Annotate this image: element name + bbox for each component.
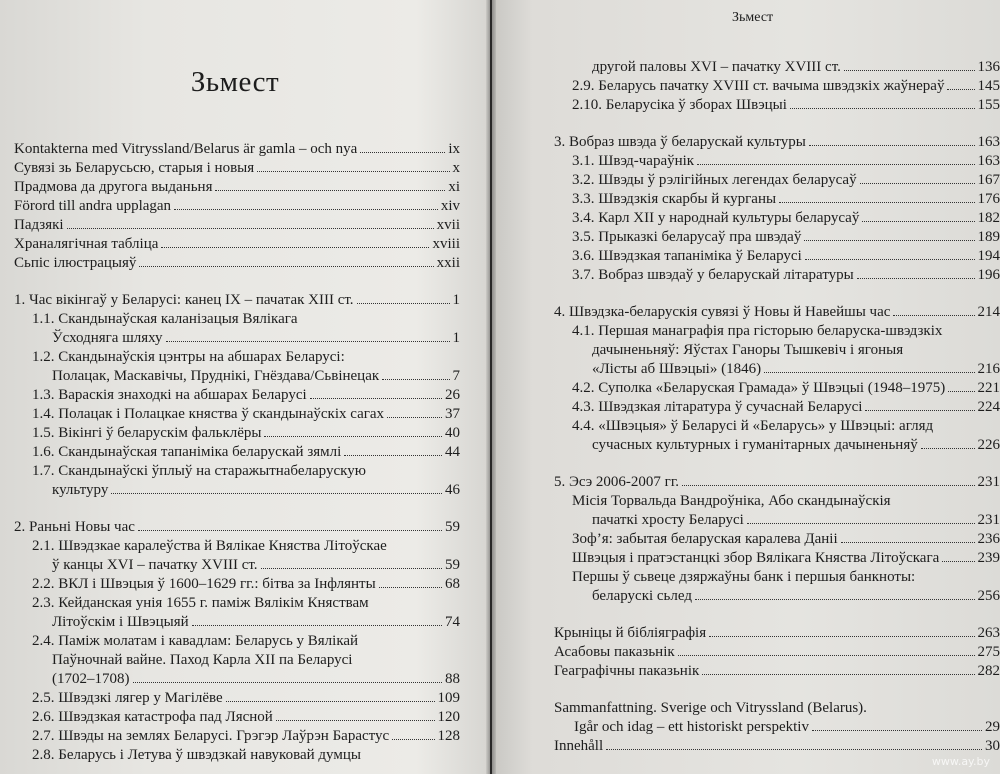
- toc-entry: 3.1. Швэд-чараўнік 163: [572, 153, 1000, 169]
- toc-entry: 1.1. Скандынаўская каланізацыя Вялікага Ўсходняга шляху 1: [32, 311, 460, 346]
- toc-entry: 4.3. Швэдзкая літаратура ў сучаснай Беларусі 224: [572, 399, 1000, 415]
- right-page: [492, 0, 1000, 774]
- toc-entry: 2.3. Кейданская унія 1655 г. паміж Вялікім Княствам Літоўскім і Швэцыяй 74: [32, 595, 460, 630]
- toc-entry: Крыніцы й бібліяграфія 263: [554, 625, 1000, 641]
- toc-entry: 2.1. Швэдзкае каралеўства й Вялікае Княства Літоўскае ў канцы XVI – пачатку XVIII ст. 59: [32, 538, 460, 573]
- toc-chapter: 3. Вобраз швэда ў беларускай культуры 163: [554, 134, 1000, 150]
- toc-entry: 3.3. Швэдзкія скарбы й курганы 176: [572, 191, 1000, 207]
- toc-entry: 3.5. Прыказкі беларусаў пра швэдаў 189: [572, 229, 1000, 245]
- toc-chapter: 4. Швэдзка-беларускія сувязі ў Новы й Навейшы час 214: [554, 304, 1000, 320]
- toc-entry: 2.4. Паміж молатам і кавадлам: Беларусь у Вялікай Паўночнай вайне. Паход Карла XII па Беларусі (1702–1708) 88: [32, 633, 460, 687]
- toc-entry: Храналягічная табліца xviii: [14, 236, 460, 252]
- left-page: [0, 0, 490, 774]
- toc-entry: Förord till andra upplagan xiv: [14, 198, 460, 214]
- toc-entry: Першы ў сьвеце дзяржаўны банк і першыя банкноты: беларускі сьлед 256: [572, 569, 1000, 604]
- toc-entry: 2.8. Беларусь і Летува ў швэдзкай навуковай думцы: [32, 747, 361, 763]
- toc-entry: 2.10. Беларусіка ў зборах Швэцыі 155: [572, 97, 1000, 113]
- toc-chapter: 2. Раньні Новы час 59: [14, 519, 460, 535]
- toc-entry: Падзякі xvii: [14, 217, 460, 233]
- toc-entry: 1.5. Вікінгі ў беларускім фальклёры 40: [32, 425, 460, 441]
- toc-entry: Прадмова да другога выданьня xi: [14, 179, 460, 195]
- toc-entry: Зоф’я: забытая беларуская каралева Даніі 236: [572, 531, 1000, 547]
- toc-chapter: 1. Час вікінгаў у Беларусі: канец IX – пачатак XIII ст. 1: [14, 292, 460, 308]
- page-title: Зьмест: [190, 66, 280, 98]
- toc-entry: 2.5. Швэдзкі лягер у Магілёве 109: [32, 690, 460, 706]
- toc-entry: Сувязі зь Беларусьсю, старыя і новыя x: [14, 160, 460, 176]
- toc-entry: Геаграфічны паказьнік 282: [554, 663, 1000, 679]
- toc-chapter: 5. Эсэ 2006-2007 гг. 231: [554, 474, 1000, 490]
- toc-entry: 1.7. Скандынаўскі ўплыў на старажытнабеларускую культуру 46: [32, 463, 460, 498]
- toc-entry: 1.6. Скандынаўская тапаніміка беларускай зямлі 44: [32, 444, 460, 460]
- toc-entry: Асабовы паказьнік 275: [554, 644, 1000, 660]
- toc-entry: Місія Торвальда Вандроўніка, Або скандынаўскія пачаткі хросту Беларусі 231: [572, 493, 1000, 528]
- toc-entry: 2.6. Швэдзкая катастрофа пад Лясной 120: [32, 709, 460, 725]
- toc-entry: Kontakterna med Vitryssland/Belarus är gamla – och nya ix: [14, 141, 460, 157]
- toc-entry: 3.4. Карл XII у народнай культуры беларусаў 182: [572, 210, 1000, 226]
- watermark: www.ay.by: [931, 755, 990, 768]
- toc-entry: 2.2. ВКЛ і Швэцыя ў 1600–1629 гг.: бітва за Інфлянты 68: [32, 576, 460, 592]
- toc-entry: 1.3. Варaскія знаходкі на абшарах Беларусі 26: [32, 387, 460, 403]
- toc-entry: 3.7. Вобраз швэдаў у беларускай літаратуры 196: [572, 267, 1000, 283]
- toc-entry: 2.9. Беларусь пачатку XVIII ст. вачыма швэдзкіх жаўнераў 145: [572, 78, 1000, 94]
- toc-entry: Sammanfattning. Sverige och Vitryssland (Belarus). Igår och idag – ett historiskt perspektiv 29: [554, 700, 1000, 735]
- toc-entry: 2.7. Швэды на землях Беларусі. Грэгэр Лаўрэн Барастус 128: [32, 728, 460, 744]
- toc-entry: другой паловы XVI – пачатку XVIII ст. 136: [592, 59, 1000, 75]
- toc-entry: 3.2. Швэды ў рэлігійных легендах беларусаў 167: [572, 172, 1000, 188]
- toc-list-right: [554, 58, 1000, 756]
- running-header: Зьмест: [732, 10, 774, 25]
- toc-entry: Сьпіс ілюстрацыяў xxii: [14, 255, 460, 271]
- toc-entry: 4.1. Першая манаграфія пра гісторыю беларуска-швэдзкіх дачыненьняў: Яўстах Ганоры Тышкевіч і ягоныя «Лісты аб Швэцыі» (1846) 216: [572, 323, 1000, 377]
- book-gutter: [486, 0, 496, 774]
- toc-entry: 1.4. Полацак і Полацкае княства ў скандынаўскіх сагах 37: [32, 406, 460, 422]
- toc-entry: Швэцыя і пратэстанцкі збор Вялікага Княства Літоўскага 239: [572, 550, 1000, 566]
- toc-entry: 1.2. Скандынаўскія цэнтры на абшарах Беларусі: Полацак, Маскавічы, Пруднікі, Гнёздава/Сьвінецак 7: [32, 349, 460, 384]
- toc-entry: Innehåll 30: [554, 738, 1000, 754]
- toc-entry: 4.2. Суполка «Беларуская Грамада» ў Швэцыі (1948–1975) 221: [572, 380, 1000, 396]
- toc-entry: 4.4. «Швэцыя» ў Беларусі й «Беларусь» у Швэцыі: агляд сучасных культурных і гуманітарных дачыненьняў 226: [572, 418, 1000, 453]
- toc-entry: 3.6. Швэдзкая тапаніміка ў Беларусі 194: [572, 248, 1000, 264]
- toc-list-left: [14, 140, 460, 765]
